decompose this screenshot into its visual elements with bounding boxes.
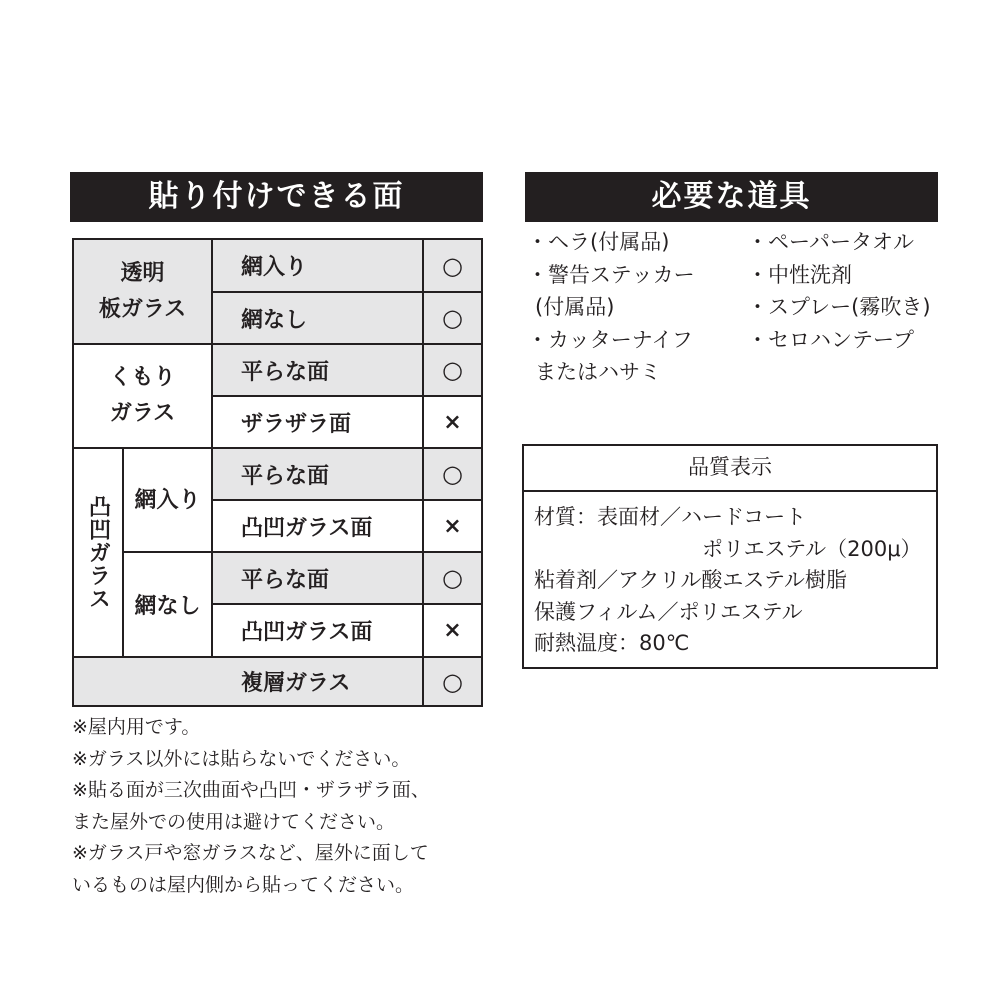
- circle-mark: ○: [424, 345, 481, 397]
- note-line: いるものは屋内側から貼ってください。: [72, 873, 415, 896]
- subgroup-unwired: 網なし: [124, 553, 213, 658]
- quality-label-box: [522, 444, 938, 669]
- cross-mark: ×: [424, 397, 481, 449]
- tool-item: ・スプレー(霧吹き): [747, 295, 931, 319]
- surface-label: 平らな面: [213, 345, 424, 397]
- header-tools: 必要な道具: [525, 172, 938, 222]
- tools-column: [747, 226, 931, 356]
- tool-item: ・ペーパータオル: [747, 230, 914, 254]
- circle-mark: ○: [424, 240, 481, 293]
- tool-item: (付属品): [535, 295, 615, 319]
- circle-mark: ○: [424, 553, 481, 605]
- group-clear-glass: [74, 240, 213, 345]
- cross-mark: ×: [424, 605, 481, 658]
- group-label: 凸凹ガラス: [85, 495, 111, 610]
- quality-line: ポリエステル（200μ）: [702, 536, 922, 561]
- tool-item: またはハサミ: [535, 360, 661, 384]
- surface-label: 平らな面: [213, 553, 424, 605]
- note-line: ※貼る面が三次曲面や凸凹・ザラザラ面、: [72, 779, 430, 801]
- circle-mark: ○: [424, 658, 481, 705]
- note-line: また屋外での使用は避けてください。: [72, 810, 396, 833]
- surface-label: 凸凹ガラス面: [213, 501, 424, 553]
- tools-column: [527, 226, 695, 389]
- quality-body: [524, 492, 936, 660]
- note-line: ※ガラス戸や窓ガラスなど、屋外に面して: [72, 842, 429, 864]
- group-label: くもり: [109, 365, 176, 390]
- subgroup-wired: 網入り: [124, 449, 213, 553]
- header-surfaces: 貼り付けできる面: [70, 172, 483, 222]
- quality-line: 粘着剤／アクリル酸エステル樹脂: [534, 568, 847, 592]
- tool-item: ・ヘラ(付属品): [527, 230, 670, 254]
- group-label: 板ガラス: [98, 296, 187, 322]
- tool-item: ・セロハンテープ: [747, 327, 914, 352]
- surface-label: 凸凹ガラス面: [213, 605, 424, 658]
- group-label: 透明: [120, 260, 165, 286]
- tool-item: ・警告ステッカー: [527, 262, 695, 287]
- surface-table: [72, 238, 483, 707]
- surface-label: ザラザラ面: [213, 397, 424, 449]
- group-label: ガラス: [109, 401, 176, 426]
- tool-item: ・中性洗剤: [747, 262, 852, 287]
- quality-title: 品質表示: [524, 446, 936, 492]
- quality-line: 保護フィルム／ポリエステル: [534, 599, 803, 624]
- quality-line: 材質：表面材／ハードコート: [534, 505, 807, 529]
- surface-label: 網入り: [213, 240, 424, 293]
- group-embossed-glass: [74, 449, 124, 658]
- circle-mark: ○: [424, 293, 481, 345]
- circle-mark: ○: [424, 449, 481, 501]
- surface-label: 平らな面: [213, 449, 424, 501]
- surface-label: 網なし: [213, 293, 424, 345]
- note-line: ※屋内用です。: [72, 716, 201, 738]
- notes: [72, 712, 532, 901]
- cross-mark: ×: [424, 501, 481, 553]
- group-frosted-glass: [74, 345, 213, 449]
- tool-item: ・カッターナイフ: [527, 327, 693, 352]
- quality-line: 耐熱温度：80℃: [534, 631, 690, 655]
- note-line: ※ガラス以外には貼らないでください。: [72, 747, 411, 770]
- surface-label-double-glass: 複層ガラス: [74, 658, 424, 705]
